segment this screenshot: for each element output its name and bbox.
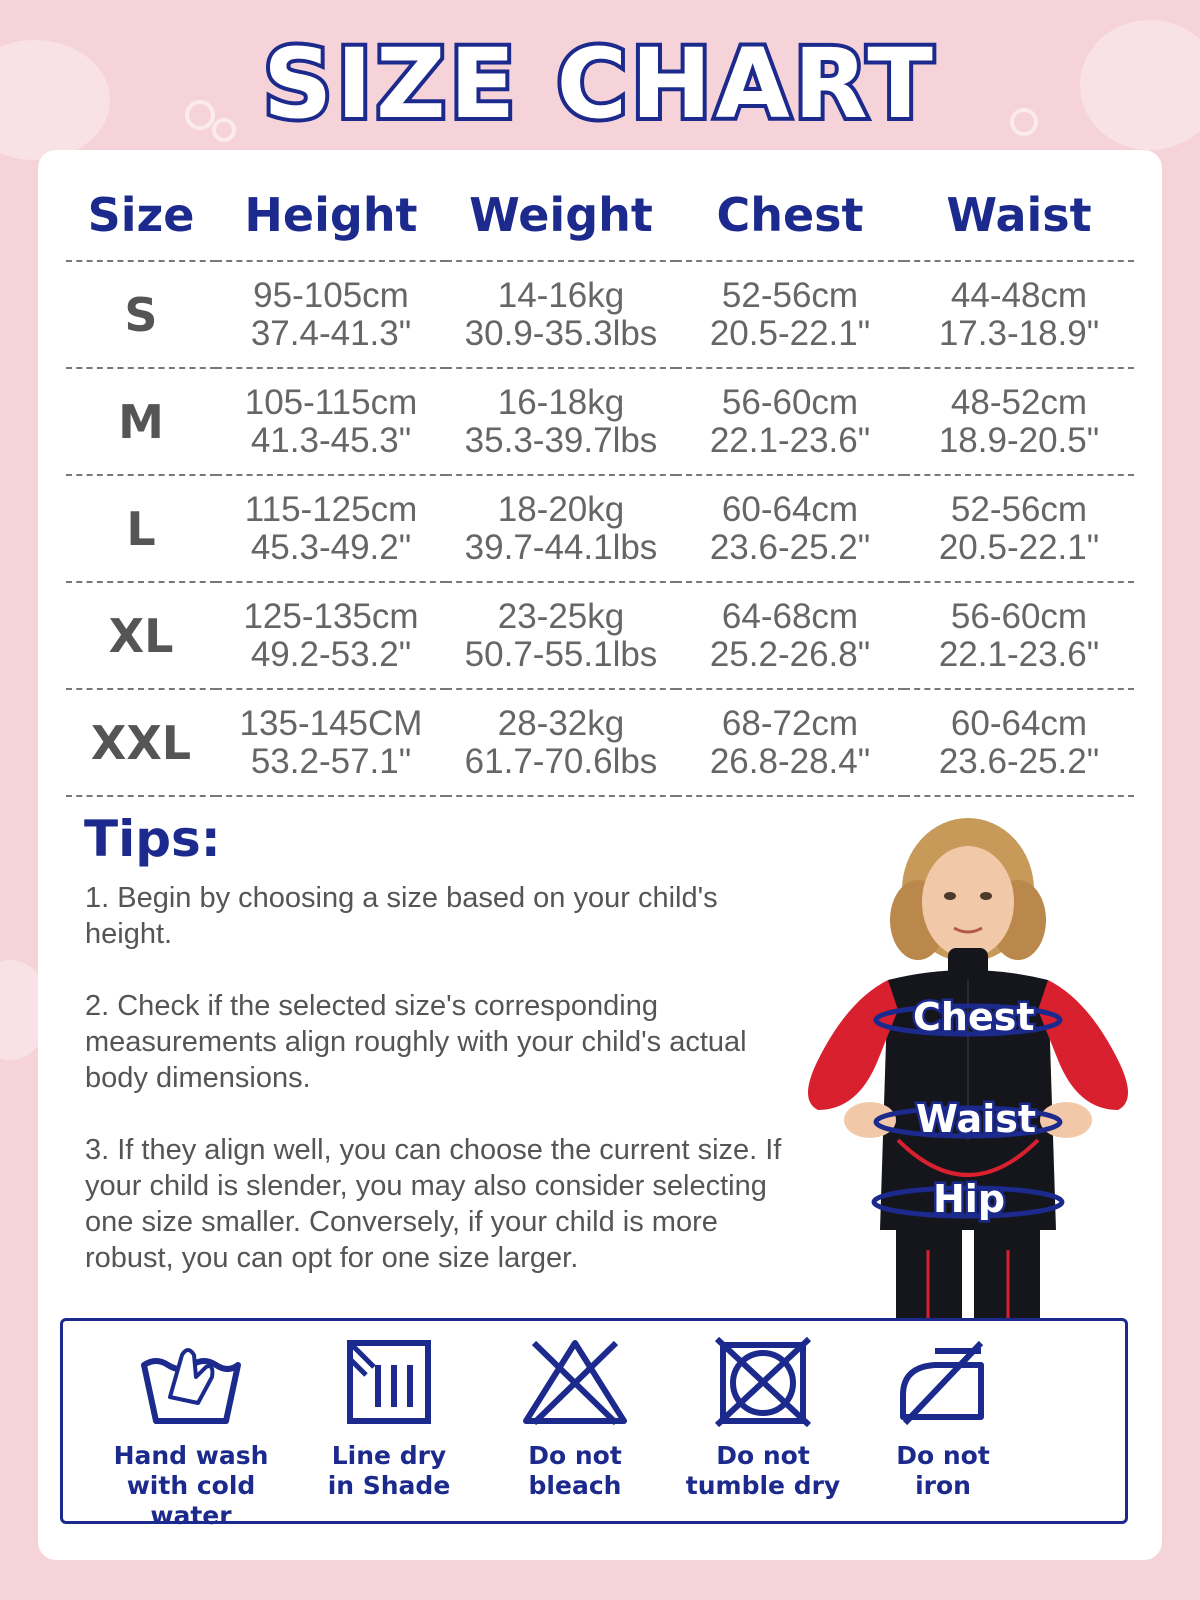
size-cell: M (66, 368, 216, 475)
hand-wash-icon (136, 1337, 246, 1427)
size-cell: XXL (66, 689, 216, 796)
size-chart-card (38, 150, 1162, 1560)
care-no-bleach (475, 1337, 675, 1501)
chest-cell: 60-64cm 23.6-25.2" (676, 475, 904, 582)
no-bleach-icon (520, 1337, 630, 1427)
page-title: SIZE CHART (263, 28, 937, 140)
size-cell: L (66, 475, 216, 582)
table-row (66, 582, 1134, 689)
table-header-row (66, 170, 1134, 261)
tips-list (85, 880, 785, 1312)
care-line-dry-shade (289, 1337, 489, 1501)
care-label: Do not tumble dry (685, 1441, 841, 1500)
height-cell: 95-105cm 37.4-41.3" (216, 261, 446, 368)
table-row (66, 368, 1134, 475)
hip-label: Hip (933, 1177, 1006, 1221)
height-cell: 135-145CM 53.2-57.1" (216, 689, 446, 796)
tip-item: 1. Begin by choosing a size based on your child's height. (85, 882, 718, 950)
chest-cell: 68-72cm 26.8-28.4" (676, 689, 904, 796)
weight-cell: 18-20kg 39.7-44.1lbs (446, 475, 676, 582)
waist-cell: 60-64cm 23.6-25.2" (904, 689, 1134, 796)
size-cell: S (66, 261, 216, 368)
table-row (66, 475, 1134, 582)
no-iron-icon (895, 1337, 991, 1427)
table-row (66, 689, 1134, 796)
care-label: Do not iron (896, 1441, 990, 1500)
care-hand-wash (91, 1337, 291, 1531)
chest-cell: 64-68cm 25.2-26.8" (676, 582, 904, 689)
waist-cell: 52-56cm 20.5-22.1" (904, 475, 1134, 582)
care-no-tumble-dry (663, 1337, 863, 1501)
weight-cell: 14-16kg 30.9-35.3lbs (446, 261, 676, 368)
care-label: Line dry in Shade (327, 1441, 451, 1500)
chest-cell: 52-56cm 20.5-22.1" (676, 261, 904, 368)
care-instructions (60, 1318, 1128, 1530)
care-no-iron (843, 1337, 1043, 1501)
weight-cell: 28-32kg 61.7-70.6lbs (446, 689, 676, 796)
header-height: Height (216, 170, 446, 261)
header-weight: Weight (446, 170, 676, 261)
header-size: Size (66, 170, 216, 261)
waist-label: Waist (916, 1097, 1037, 1141)
height-cell: 115-125cm 45.3-49.2" (216, 475, 446, 582)
tip-item: 3. If they align well, you can choose the current size. If your child is slender, you may also consider selecting one size smaller. Conversely, if your child is more robust, you can opt for one size larger. (85, 1134, 782, 1274)
care-label: Hand wash with cold water (113, 1441, 269, 1530)
height-cell: 125-135cm 49.2-53.2" (216, 582, 446, 689)
header-chest: Chest (676, 170, 904, 261)
size-table (66, 170, 1134, 797)
chest-label: Chest (913, 995, 1035, 1039)
care-label: Do not bleach (528, 1441, 622, 1500)
waist-cell: 44-48cm 17.3-18.9" (904, 261, 1134, 368)
waist-cell: 56-60cm 22.1-23.6" (904, 582, 1134, 689)
no-tumble-dry-icon (715, 1337, 811, 1427)
height-cell: 105-115cm 41.3-45.3" (216, 368, 446, 475)
waist-cell: 48-52cm 18.9-20.5" (904, 368, 1134, 475)
table-row (66, 261, 1134, 368)
size-cell: XL (66, 582, 216, 689)
tips-title: Tips: (84, 810, 221, 868)
tip-item: 2. Check if the selected size's corresponding measurements align roughly with your child's actual body dimensions. (85, 990, 747, 1094)
chest-cell: 56-60cm 22.1-23.6" (676, 368, 904, 475)
weight-cell: 16-18kg 35.3-39.7lbs (446, 368, 676, 475)
header-waist: Waist (904, 170, 1134, 261)
line-dry-shade-icon (344, 1337, 434, 1427)
weight-cell: 23-25kg 50.7-55.1lbs (446, 582, 676, 689)
